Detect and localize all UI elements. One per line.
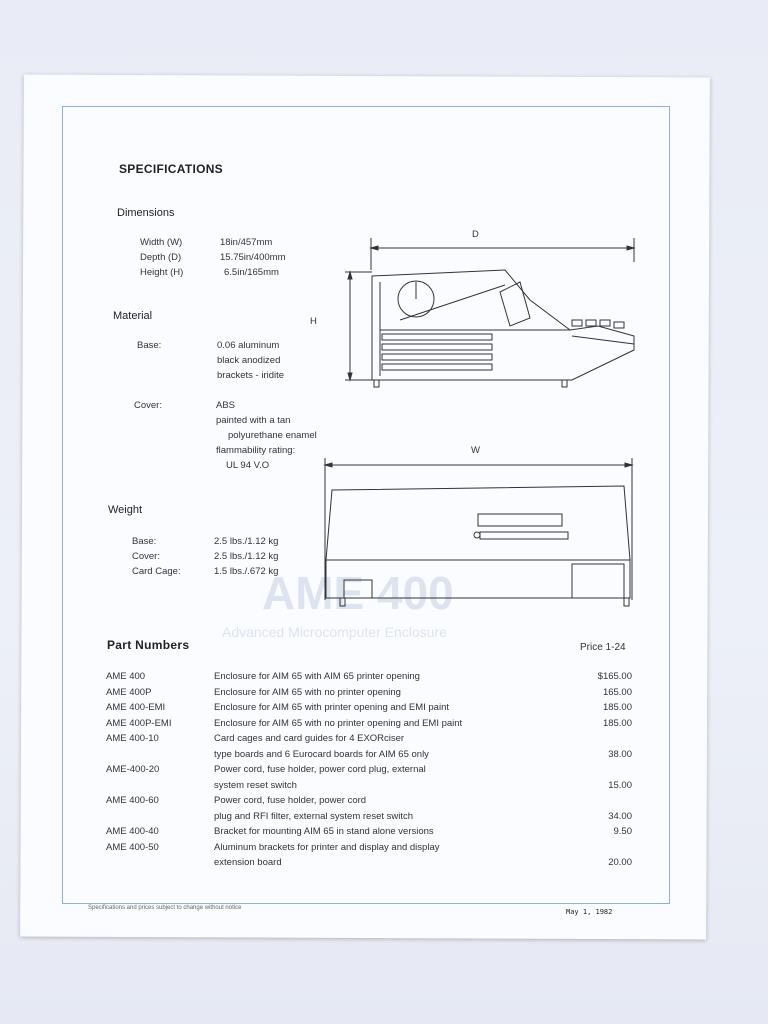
table-row: [106, 733, 636, 748]
weight-label-cover: Cover:: [132, 551, 160, 562]
dim-label-width: Width (W): [140, 237, 183, 248]
part-price: 15.00: [608, 779, 632, 791]
part-numbers-heading: Part Numbers: [107, 638, 190, 652]
table-row: [106, 780, 636, 795]
dimensions-heading: Dimensions: [117, 207, 175, 219]
table-row: [106, 811, 636, 826]
table-row: [106, 826, 636, 841]
part-price: 9.50: [613, 826, 632, 837]
part-price: 185.00: [602, 717, 632, 729]
part-description: extension board: [214, 857, 282, 868]
part-price: 20.00: [608, 857, 632, 868]
part-description: Enclosure for AIM 65 with no printer opening and EMI paint: [214, 717, 463, 729]
table-row: [106, 764, 636, 779]
table-row: [106, 702, 636, 717]
part-price: 185.00: [602, 702, 632, 713]
width-label: W: [471, 445, 480, 456]
watermark-subtitle: Advanced Microcomputer Enclosure: [222, 624, 447, 640]
part-description: system reset switch: [214, 779, 297, 791]
page-title: SPECIFICATIONS: [119, 162, 223, 176]
depth-label: D: [472, 229, 479, 240]
material-cover-label: Cover:: [134, 400, 162, 411]
table-row: [106, 857, 636, 872]
material-base-line: brackets - iridite: [217, 370, 285, 381]
dim-value-depth: 15.75in/400mm: [220, 252, 286, 263]
table-row: [106, 718, 636, 733]
material-cover-line: UL 94 V.O: [226, 460, 270, 471]
part-number: AME 400: [106, 671, 146, 682]
weight-label-card-cage: Card Cage:: [132, 566, 181, 577]
part-description: Aluminum brackets for printer and display and display: [214, 841, 440, 853]
part-number: AME 400P-EMI: [106, 717, 172, 729]
part-description: Card cages and card guides for 4 EXORciser: [214, 733, 405, 744]
part-number: AME 400-50: [106, 841, 159, 853]
part-description: plug and RFI filter, external system reset switch: [214, 810, 414, 822]
weight-label-base: Base:: [132, 536, 157, 547]
part-number: AME 400-10: [106, 733, 159, 744]
part-price: $165.00: [597, 671, 632, 682]
material-base-line: 0.06 aluminum: [217, 340, 280, 351]
part-number: AME 400-EMI: [106, 702, 166, 713]
table-row: [106, 749, 636, 764]
material-base-label: Base:: [137, 340, 162, 351]
part-number: AME 400P: [106, 686, 152, 698]
part-description: Enclosure for AIM 65 with printer opening and EMI paint: [214, 702, 449, 713]
dim-value-height: 6.5in/165mm: [224, 267, 279, 278]
price-heading: Price 1-24: [580, 642, 626, 653]
part-number: AME 400-40: [106, 826, 159, 837]
part-description: Enclosure for AIM 65 with AIM 65 printer opening: [214, 671, 420, 682]
weight-value-card-cage: 1.5 lbs./.672 kg: [214, 566, 279, 577]
part-price: 38.00: [608, 748, 632, 760]
dim-label-depth: Depth (D): [140, 252, 182, 263]
dim-value-width: 18in/457mm: [220, 237, 273, 248]
weight-value-cover: 2.5 lbs./1.12 kg: [214, 551, 279, 562]
part-description: Power cord, fuse holder, power cord: [214, 795, 367, 806]
part-number: AME 400-60: [106, 795, 159, 806]
part-description: Bracket for mounting AIM 65 in stand alone versions: [214, 826, 434, 837]
weight-value-base: 2.5 lbs./1.12 kg: [214, 536, 279, 547]
part-price: 34.00: [608, 810, 632, 822]
table-row: [106, 842, 636, 857]
material-base-line: black anodized: [217, 355, 281, 366]
watermark-title: AME 400: [262, 567, 454, 619]
material-cover-line: polyurethane enamel: [228, 430, 317, 441]
footer-date: May 1, 1982: [566, 908, 613, 916]
table-row: [106, 671, 636, 686]
weight-heading: Weight: [108, 504, 143, 516]
dim-label-height: Height (H): [140, 267, 184, 278]
table-row: [106, 795, 636, 810]
part-description: Power cord, fuse holder, power cord plug, external: [214, 764, 426, 775]
material-cover-line: flammability rating:: [216, 445, 296, 456]
part-price: 165.00: [602, 686, 632, 698]
material-cover-line: painted with a tan: [216, 415, 291, 426]
height-label: H: [310, 316, 317, 327]
table-row: [106, 687, 636, 702]
part-description: Enclosure for AIM 65 with no printer opening: [214, 686, 401, 698]
footer-note: Specifications and prices subject to change without notice: [88, 905, 242, 911]
part-number: AME-400-20: [106, 764, 160, 775]
part-description: type boards and 6 Eurocard boards for AIM 65 only: [214, 748, 429, 760]
material-cover-line: ABS: [216, 400, 236, 411]
material-heading: Material: [113, 310, 153, 322]
